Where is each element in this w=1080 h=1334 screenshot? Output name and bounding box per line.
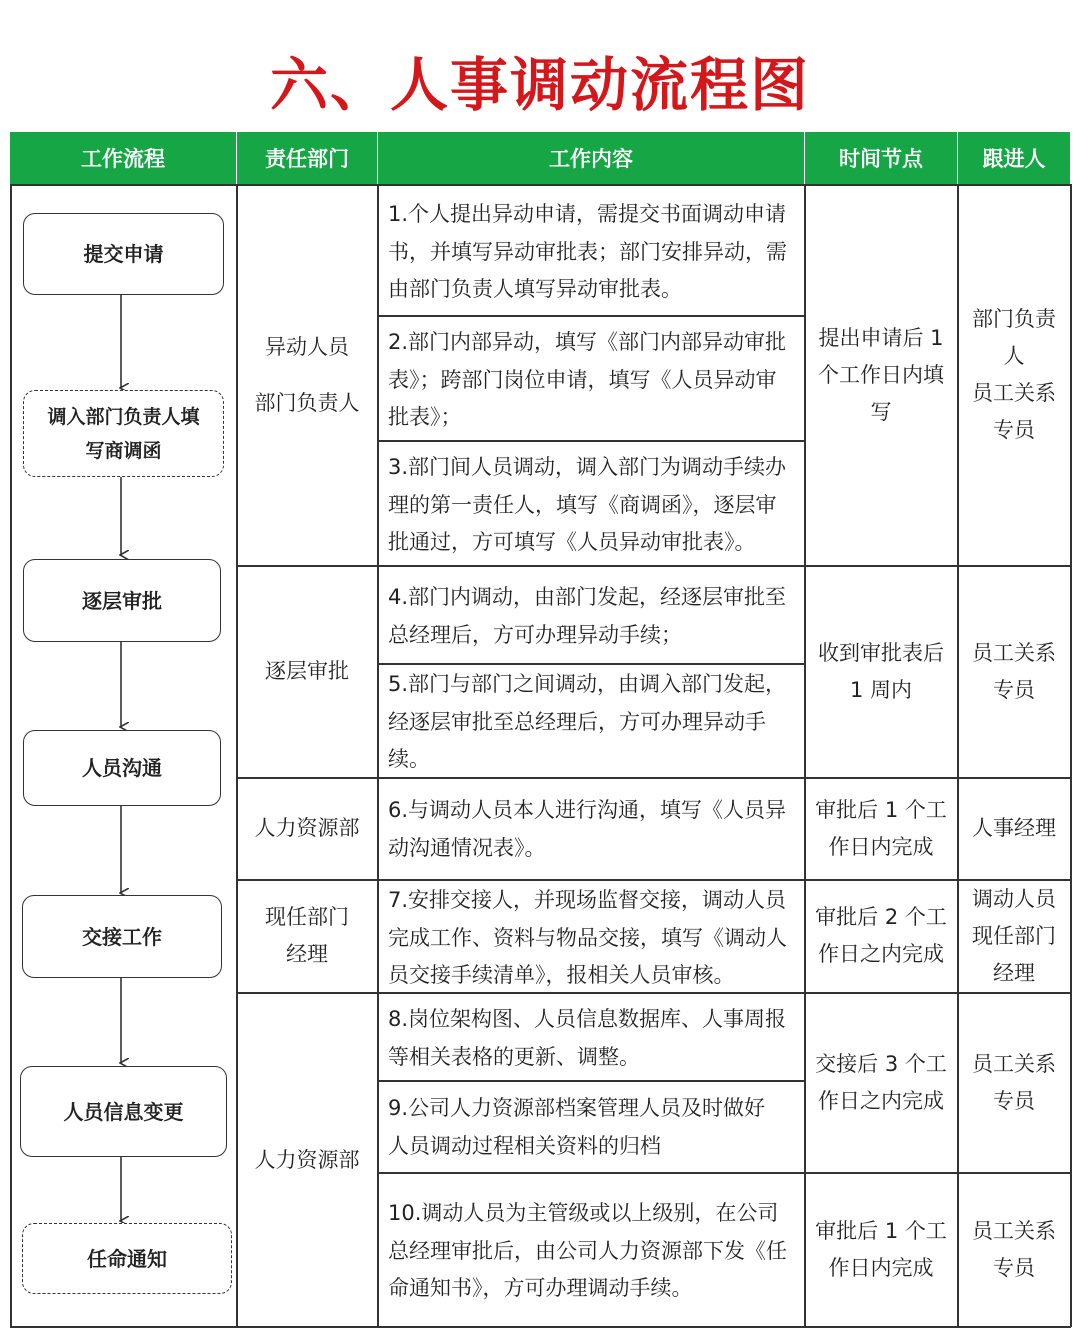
header-time: 时间节点 [805, 132, 957, 184]
task-item: 4.部门内调动，由部门发起，经逐层审批至 总经理后，方可办理异动手续； [388, 585, 787, 647]
task-item: 10.调动人员为主管级或以上级别，在公司 总经理审批后，由公司人力资源部下发《任 命通知书》，方可办理调动手续。 [388, 1201, 787, 1300]
time-cell: 审批后 2 个工 作日之内完成 [815, 905, 947, 966]
time-cell: 收到审批表后 1 周内 [818, 640, 944, 702]
header-follow: 跟进人 [958, 132, 1070, 184]
follow-cell: 员工关系 专员 [972, 640, 1056, 702]
flow-step-submit-application: 提交申请 [23, 213, 224, 295]
header-content: 工作内容 [378, 132, 804, 184]
task-item: 8.岗位架构图、人员信息数据库、人事周报 等相关表格的更新、调整。 [388, 1007, 787, 1069]
follow-cell: 员工关系 专员 [972, 1218, 1056, 1280]
department-cell: 人力资源部 [254, 1147, 360, 1172]
department-cell: 人力资源部 [254, 816, 360, 840]
task-item: 6.与调动人员本人进行沟通，填写《人员异 动沟通情况表》。 [388, 798, 787, 860]
task-item: 1.个人提出异动申请，需提交书面调动申请 书，并填写异动审批表；部门安排异动，需 由部门负责人填写异动审批表。 [388, 202, 787, 301]
flow-step-layered-approval: 逐层审批 [23, 559, 221, 642]
row-divider [377, 663, 805, 665]
flow-step-transfer-letter: 调入部门负责人填 写商调函 [23, 390, 224, 477]
follow-cell: 部门负责 人 员工关系 专员 [972, 307, 1056, 442]
flow-step-appointment-notice: 任命通知 [22, 1223, 232, 1294]
time-cell: 审批后 1 个工 作日内完成 [815, 1218, 947, 1280]
follow-cell: 员工关系 专员 [972, 1051, 1056, 1113]
column-divider [377, 184, 379, 1327]
time-cell: 交接后 3 个工 作日之内完成 [815, 1051, 947, 1113]
task-item: 5.部门与部门之间调动，由调入部门发起， 经逐层审批至总经理后，方可办理异动手 续。 [388, 672, 787, 771]
task-item: 7.安排交接人，并现场监督交接，调动人员 完成工作、资料与物品交接，填写《调动人 员交接手续清单》，报相关人员审核。 [388, 888, 787, 987]
flow-step-info-change: 人员信息变更 [20, 1066, 227, 1157]
row-divider [377, 315, 805, 317]
task-item: 9.公司人力资源部档案管理人员及时做好 人员调动过程相关资料的归档 [388, 1096, 766, 1158]
follow-cell: 调动人员 现任部门 经理 [972, 886, 1056, 985]
time-cell: 审批后 1 个工 作日内完成 [815, 797, 947, 859]
department-cell: 现任部门 经理 [265, 905, 349, 966]
header-process: 工作流程 [10, 132, 236, 184]
department-cell: 逐层审批 [265, 659, 349, 683]
department-cell: 异动人员 部门负责人 [254, 335, 360, 415]
time-cell: 提出申请后 1 个工作日内填 写 [818, 325, 944, 424]
follow-cell: 人事经理 [972, 816, 1056, 840]
table-border-right [1070, 184, 1072, 1327]
row-divider [377, 1080, 805, 1082]
flow-step-handover-work: 交接工作 [22, 895, 222, 978]
header-department: 责任部门 [237, 132, 377, 184]
page-title: 六、人事调动流程图 [269, 51, 810, 119]
task-item: 2.部门内部异动，填写《部门内部异动审批 表》；跨部门岗位申请，填写《人员异动审 批表》； [388, 330, 787, 429]
task-item: 3.部门间人员调动，调入部门为调动手续办 理的第一责任人，填写《商调函》，逐层审 批通过，方可填写《人员异动审批表》。 [388, 455, 787, 554]
flow-step-staff-communication: 人员沟通 [23, 730, 221, 806]
row-divider [377, 440, 805, 442]
